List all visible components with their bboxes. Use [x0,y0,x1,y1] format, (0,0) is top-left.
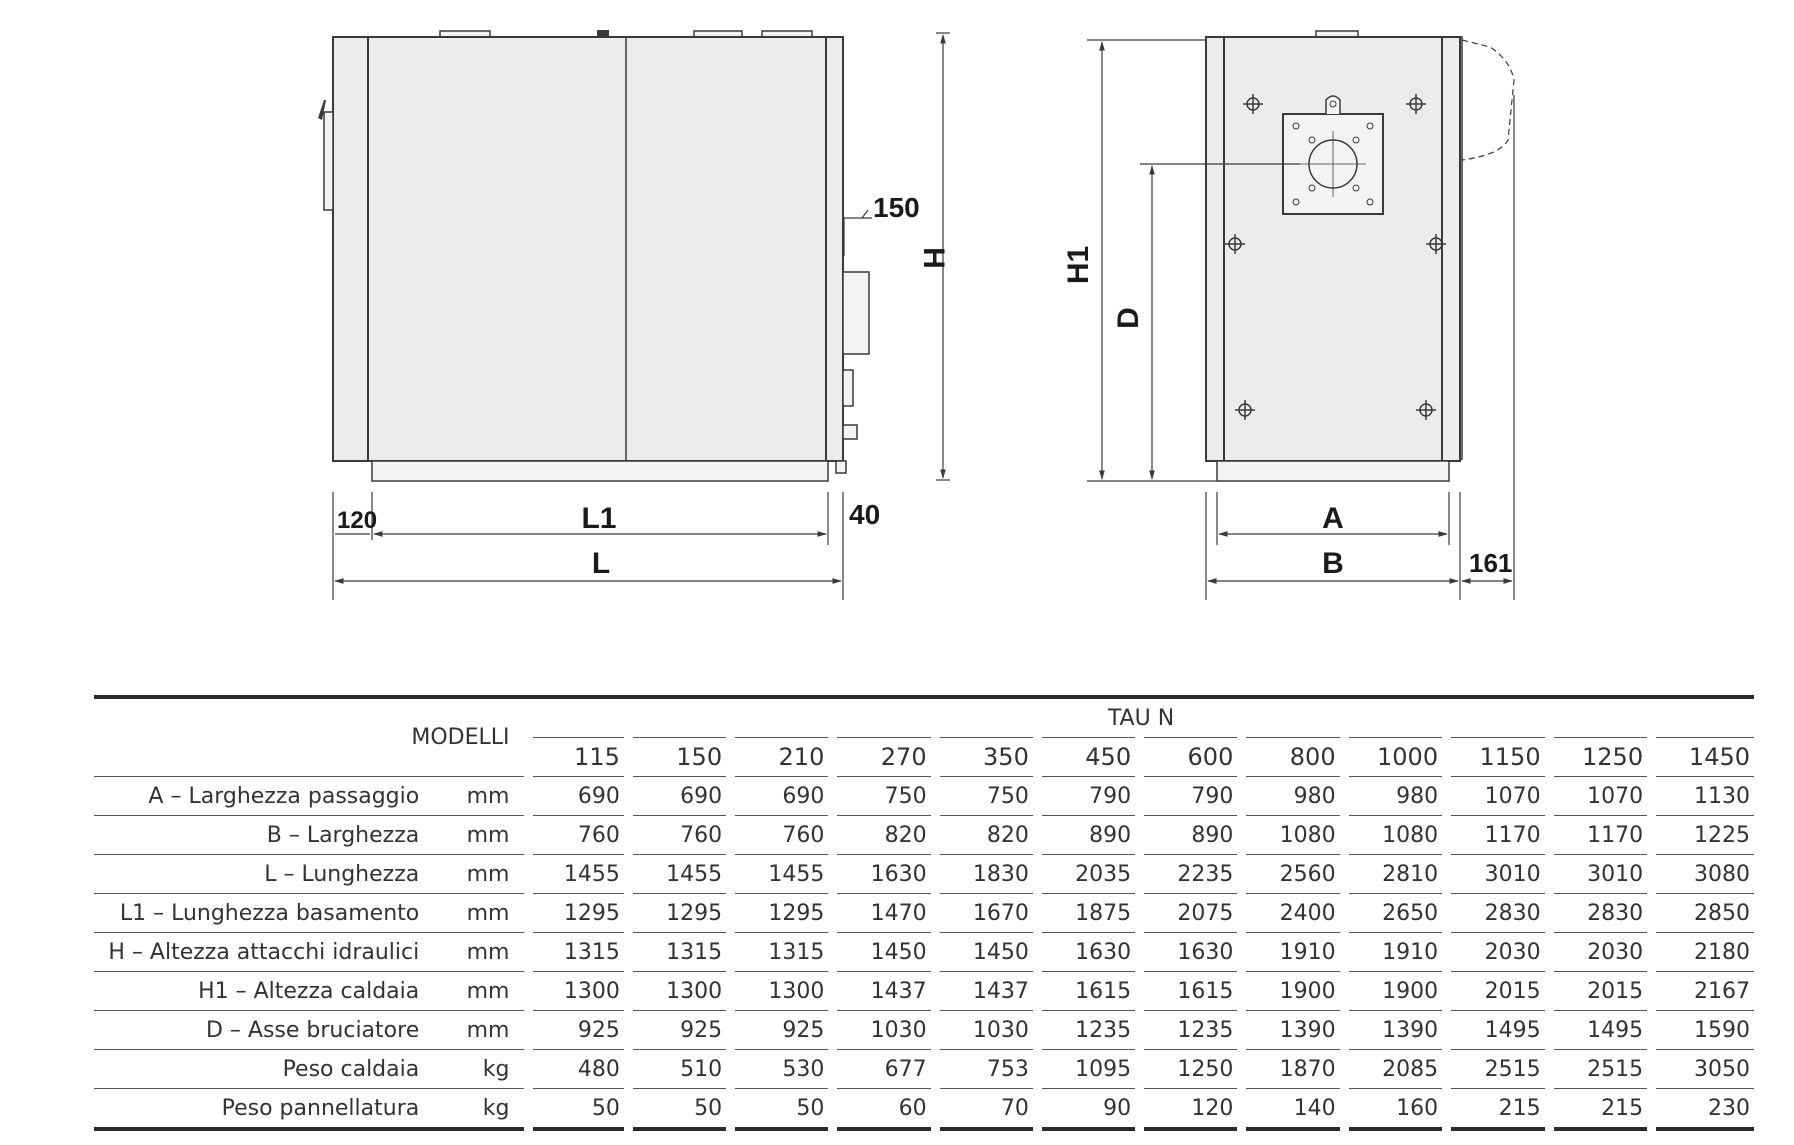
table-row [94,855,1754,894]
table-cell: 2850 [1652,894,1754,933]
table-cell: 1170 [1447,816,1550,855]
table-cell: 790 [1037,777,1139,816]
table-cell: 677 [833,1050,935,1089]
row-label: H – Altezza attacchi idraulici [94,933,443,972]
table-cell: 690 [528,777,628,816]
table-cell: 760 [731,816,833,855]
table-cell: 50 [628,1089,730,1130]
table-cell: 1455 [628,855,730,894]
table-cell: 215 [1549,1089,1652,1130]
table-cell: 820 [935,816,1037,855]
table-cell: 1095 [1037,1050,1139,1089]
table-cell: 1910 [1344,933,1447,972]
table-cell: 50 [731,1089,833,1130]
table-cell: 510 [628,1050,730,1089]
table-cell: 2235 [1140,855,1242,894]
model-header-450: 450 [1037,738,1139,777]
table-cell: 1630 [833,855,935,894]
front-view [1062,31,1514,600]
row-unit: mm [443,894,528,933]
modelli-header: MODELLI [94,699,528,777]
dim-d-label: D [1112,307,1145,329]
table-cell: 1870 [1242,1050,1344,1089]
table-cell: 1630 [1037,933,1139,972]
table-cell: 50 [528,1089,628,1130]
table-row [94,1050,1754,1089]
model-header-210: 210 [731,738,833,777]
table-row [94,972,1754,1011]
dim-h-label: H [917,247,950,269]
table-cell: 790 [1140,777,1242,816]
row-label: L1 – Lunghezza basamento [94,894,443,933]
table-cell: 890 [1037,816,1139,855]
table-cell: 1910 [1242,933,1344,972]
table-cell: 690 [628,777,730,816]
table-cell: 1390 [1344,1011,1447,1050]
model-header-600: 600 [1140,738,1242,777]
table-cell: 1390 [1242,1011,1344,1050]
table-cell: 1295 [528,894,628,933]
model-header-800: 800 [1242,738,1344,777]
table-cell: 2650 [1344,894,1447,933]
table-cell: 1300 [731,972,833,1011]
table-cell: 1130 [1652,777,1754,816]
table-cell: 980 [1242,777,1344,816]
table-cell: 2015 [1549,972,1652,1011]
table-row [94,816,1754,855]
table-cell: 2030 [1549,933,1652,972]
table-cell: 1830 [935,855,1037,894]
row-unit: mm [443,972,528,1011]
model-header-350: 350 [935,738,1037,777]
table-cell: 1875 [1037,894,1139,933]
dim-h1-label: H1 [1062,245,1095,285]
model-header-1000: 1000 [1344,738,1447,777]
table-cell: 2515 [1447,1050,1550,1089]
table-cell: 1495 [1549,1011,1652,1050]
table-cell: 2015 [1447,972,1550,1011]
table-cell: 215 [1447,1089,1550,1130]
table-cell: 1300 [628,972,730,1011]
row-unit: mm [443,1011,528,1050]
table-cell: 120 [1140,1089,1242,1130]
table-row [94,777,1754,816]
row-unit: kg [443,1089,528,1130]
table-cell: 2560 [1242,855,1344,894]
row-label: Peso caldaia [94,1050,443,1089]
table-cell: 2085 [1344,1050,1447,1089]
dimensions-table [94,695,1754,1131]
table-cell: 1900 [1344,972,1447,1011]
table-cell: 3050 [1652,1050,1754,1089]
model-header-150: 150 [628,738,730,777]
row-unit: mm [443,777,528,816]
dim-l1-label: L1 [581,502,617,535]
table-cell: 1900 [1242,972,1344,1011]
dim-120-label: 120 [337,507,378,534]
model-header-1450: 1450 [1652,738,1754,777]
table-cell: 2030 [1447,933,1550,972]
table-cell: 1590 [1652,1011,1754,1050]
table-cell: 1030 [935,1011,1037,1050]
table-cell: 760 [528,816,628,855]
table-cell: 2830 [1549,894,1652,933]
table-cell: 1437 [935,972,1037,1011]
table-cell: 1315 [528,933,628,972]
table-cell: 2167 [1652,972,1754,1011]
table-cell: 2515 [1549,1050,1652,1089]
dim-a-label: A [1322,502,1344,535]
row-label: H1 – Altezza caldaia [94,972,443,1011]
table-cell: 690 [731,777,833,816]
table-cell: 230 [1652,1089,1754,1130]
table-cell: 1315 [628,933,730,972]
table-cell: 1295 [628,894,730,933]
table-cell: 1495 [1447,1011,1550,1050]
table-cell: 1630 [1140,933,1242,972]
row-unit: mm [443,816,528,855]
table-cell: 890 [1140,816,1242,855]
table-cell: 980 [1344,777,1447,816]
table-cell: 1455 [528,855,628,894]
model-header-115: 115 [528,738,628,777]
table-cell: 2400 [1242,894,1344,933]
table-cell: 1437 [833,972,935,1011]
table-cell: 1455 [731,855,833,894]
table-cell: 1670 [935,894,1037,933]
row-label: Peso pannellatura [94,1089,443,1130]
row-label: B – Larghezza [94,816,443,855]
dim-40-label: 40 [849,499,881,530]
table-cell: 160 [1344,1089,1447,1130]
table-cell: 753 [935,1050,1037,1089]
row-unit: mm [443,933,528,972]
row-label: A – Larghezza passaggio [94,777,443,816]
dim-l-label: L [591,547,611,580]
table-cell: 530 [731,1050,833,1089]
table-cell: 1030 [833,1011,935,1050]
row-label: D – Asse bruciatore [94,1011,443,1050]
row-label: L – Lunghezza [94,855,443,894]
table-cell: 1235 [1037,1011,1139,1050]
model-header-270: 270 [833,738,935,777]
model-header-1250: 1250 [1549,738,1652,777]
table-cell: 820 [833,816,935,855]
table-cell: 1615 [1037,972,1139,1011]
table-cell: 1070 [1447,777,1550,816]
table-row [94,933,1754,972]
table-cell: 3080 [1652,855,1754,894]
table-cell: 1300 [528,972,628,1011]
table-cell: 925 [528,1011,628,1050]
table-cell: 1080 [1344,816,1447,855]
table-header-group-row [94,699,1754,738]
table-cell: 750 [935,777,1037,816]
table-cell: 480 [528,1050,628,1089]
table-row [94,1089,1754,1130]
table-cell: 750 [833,777,935,816]
table-row [94,1011,1754,1050]
table-cell: 2830 [1447,894,1550,933]
table-cell: 1615 [1140,972,1242,1011]
table-cell: 1450 [833,933,935,972]
dim-161-label: 161 [1469,548,1513,578]
table-cell: 3010 [1447,855,1550,894]
tau-n-group-header: TAU N [528,699,1754,738]
table-cell: 60 [833,1089,935,1130]
dim-150-label: 150 [873,192,920,223]
table-cell: 2075 [1140,894,1242,933]
table-cell: 925 [628,1011,730,1050]
side-view [318,30,950,600]
table-cell: 925 [731,1011,833,1050]
row-unit: kg [443,1050,528,1089]
table-cell: 1315 [731,933,833,972]
table-row [94,894,1754,933]
table-cell: 1250 [1140,1050,1242,1089]
table-cell: 1235 [1140,1011,1242,1050]
table-cell: 90 [1037,1089,1139,1130]
table-cell: 2035 [1037,855,1139,894]
table-cell: 1080 [1242,816,1344,855]
table-cell: 1070 [1549,777,1652,816]
table-cell: 2180 [1652,933,1754,972]
table-cell: 140 [1242,1089,1344,1130]
row-unit: mm [443,855,528,894]
dim-b-label: B [1322,547,1344,580]
table-cell: 1170 [1549,816,1652,855]
table-cell: 70 [935,1089,1037,1130]
model-header-1150: 1150 [1447,738,1550,777]
table-cell: 1470 [833,894,935,933]
table-cell: 2810 [1344,855,1447,894]
table-cell: 760 [628,816,730,855]
table-cell: 1225 [1652,816,1754,855]
table-cell: 1295 [731,894,833,933]
table-cell: 1450 [935,933,1037,972]
table-cell: 3010 [1549,855,1652,894]
